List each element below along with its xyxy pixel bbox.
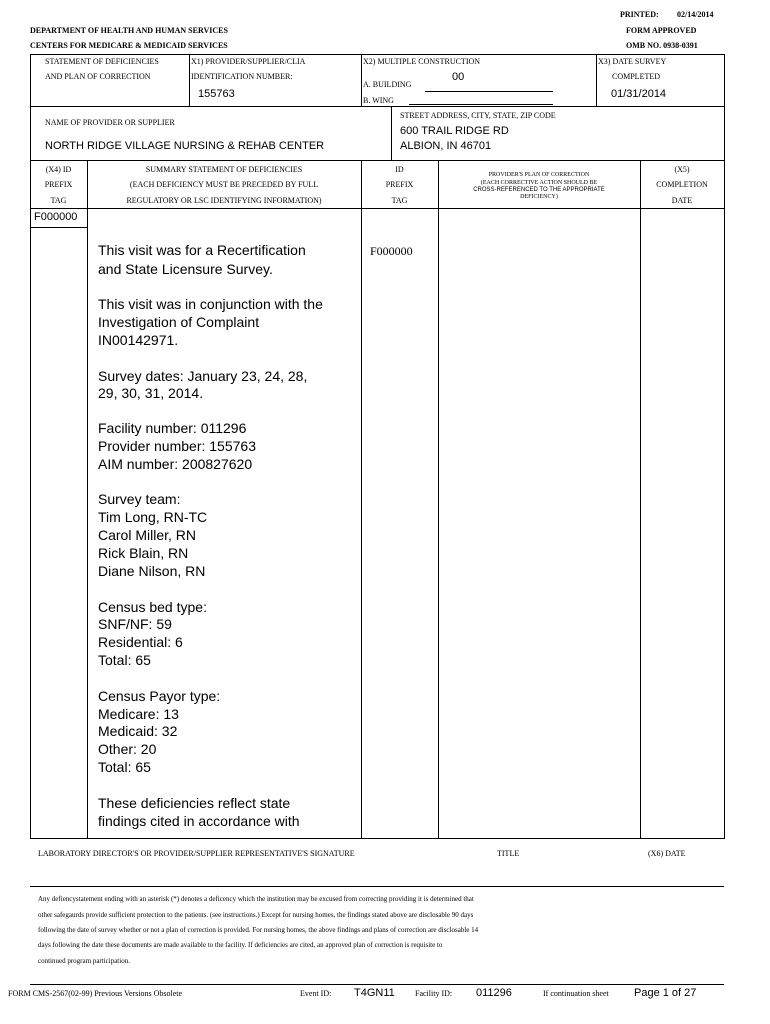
summary-line: Diane Nilson, RN xyxy=(98,563,206,579)
summary-line: SNF/NF: 59 xyxy=(98,616,172,632)
omb-number: OMB NO. 0938-0391 xyxy=(626,41,698,50)
x3-label-1: X3) DATE SURVEY xyxy=(598,57,667,66)
x5-header-1: (X5) xyxy=(674,165,690,174)
survey-completed-date: 01/31/2014 xyxy=(611,88,667,100)
x4-header-3: TAG xyxy=(50,196,67,205)
summary-header-1: SUMMARY STATEMENT OF DEFICIENCIES xyxy=(145,165,303,174)
right-prefix-tag: F000000 xyxy=(370,244,413,258)
table-divider-4 xyxy=(640,160,641,839)
plan-header-4: DEFICIENCY) xyxy=(520,194,558,200)
top-box-top-border xyxy=(30,54,724,55)
summary-line: Medicaid: 32 xyxy=(98,723,178,739)
provider-box-right-border xyxy=(724,106,725,161)
summary-line: Survey dates: January 23, 24, 28, xyxy=(98,368,308,384)
multiple-construction-value: 00 xyxy=(452,71,465,83)
summary-line: Carol Miller, RN xyxy=(98,527,197,543)
address-line-1: 600 TRAIL RIDGE RD xyxy=(400,125,509,137)
summary-line: Provider number: 155763 xyxy=(98,438,256,454)
disclaimer-line: other safegaurds provide sufficient protection to the patients. (see instructions.) Except for nursing homes, the findings stated above are disclosable 90 days xyxy=(38,911,474,919)
address-label: STREET ADDRESS, CITY, STATE, ZIP CODE xyxy=(400,111,556,120)
summary-line: Rick Blain, RN xyxy=(98,545,189,561)
summary-line: findings cited in accordance with xyxy=(98,813,300,829)
top-box-divider-2 xyxy=(361,54,362,107)
provider-name-label: NAME OF PROVIDER OR SUPPLIER xyxy=(45,118,175,127)
summary-line: Total: 65 xyxy=(98,652,151,668)
summary-line: and State Licensure Survey. xyxy=(98,261,273,277)
summary-line: Medicare: 13 xyxy=(98,706,179,722)
statement-label-1: STATEMENT OF DEFICIENCIES xyxy=(45,57,159,66)
provider-id-value: 155763 xyxy=(198,88,235,100)
id-header-2: PREFIX xyxy=(385,180,414,189)
form-number: FORM CMS-2567(02-99) Previous Versions Obsolete xyxy=(8,989,183,998)
provider-box-bottom-border xyxy=(30,160,724,161)
x6-date-label: (X6) DATE xyxy=(648,849,686,858)
summary-line: These deficiencies reflect state xyxy=(98,795,291,811)
summary-line: This visit was for a Recertification xyxy=(98,242,306,258)
summary-line: Census bed type: xyxy=(98,599,207,615)
provider-name-value: NORTH RIDGE VILLAGE NURSING & REHAB CENTER xyxy=(45,140,325,152)
x1-label-1: X1) PROVIDER/SUPPLIER/CLIA xyxy=(191,57,306,66)
top-box-divider-1 xyxy=(189,54,190,107)
disclaimer-line: Any defiencystatement ending with an asterisk (*) denotes a deficency which the institution may be excused from correcting providing it is determined that xyxy=(38,895,474,903)
disclaimer-line: continued program participation. xyxy=(38,957,130,965)
summary-line: Total: 65 xyxy=(98,759,151,775)
department-name: DEPARTMENT OF HEALTH AND HUMAN SERVICES xyxy=(30,26,228,35)
disclaimer-line: following the date of survey whether or not a plan of correction is provided. For nursing homes, the above findings and plans of correction are disclosable 14 xyxy=(38,926,479,934)
top-box-bottom-border xyxy=(30,106,724,107)
form-approved: FORM APPROVED xyxy=(626,26,697,35)
address-line-2: ALBION, IN 46701 xyxy=(400,140,492,152)
continuation-label: If continuation sheet xyxy=(543,989,609,998)
x5-header-3: DATE xyxy=(671,196,693,205)
facility-id-label: Facility ID: xyxy=(415,989,453,998)
disclaimer-line: days following the date these documents are made available to the facility. If deficiencies are cited, an approved plan of correction is requisite to xyxy=(38,941,443,949)
agency-name: CENTERS FOR MEDICARE & MEDICAID SERVICES xyxy=(30,41,228,50)
summary-line: Investigation of Complaint xyxy=(98,314,260,330)
id-header-1: ID xyxy=(395,165,404,174)
id-header-3: TAG xyxy=(391,196,408,205)
footer-top-border xyxy=(30,984,724,985)
table-right-border xyxy=(724,160,725,839)
x3-label-2: COMPLETED xyxy=(612,72,660,81)
x2-label: X2) MULTIPLE CONSTRUCTION xyxy=(363,57,481,66)
table-divider-2 xyxy=(361,160,362,839)
prefix-tag-underline xyxy=(30,227,88,228)
table-divider-3 xyxy=(438,160,439,839)
x4-header-2: PREFIX xyxy=(44,180,73,189)
header-row-bottom-border xyxy=(30,208,724,209)
wing-line xyxy=(409,104,553,105)
x4-header-1: (X4) ID xyxy=(45,165,72,174)
event-id-label: Event ID: xyxy=(300,989,332,998)
building-line xyxy=(425,91,553,92)
summary-line: Census Payor type: xyxy=(98,688,221,704)
plan-header-2: (EACH CORRECTIVE ACTION SHOULD BE xyxy=(480,180,598,186)
page-number: Page 1 of 27 xyxy=(634,987,697,999)
signature-label: LABORATORY DIRECTOR'S OR PROVIDER/SUPPLIER REPRESENTATIVE'S SIGNATURE xyxy=(38,849,355,858)
summary-line: Facility number: 011296 xyxy=(98,420,247,436)
table-left-border xyxy=(30,160,31,839)
summary-line: This visit was in conjunction with the xyxy=(98,296,323,312)
plan-header-1: PROVIDER'S PLAN OF CORRECTION xyxy=(488,172,590,178)
summary-line: Survey team: xyxy=(98,491,181,507)
summary-line: 29, 30, 31, 2014. xyxy=(98,385,204,401)
x1-label-2: IDENTIFICATION NUMBER: xyxy=(191,72,293,81)
summary-line: Residential: 6 xyxy=(98,634,183,650)
summary-line: AIM number: 200827620 xyxy=(98,456,253,472)
printed-date: 02/14/2014 xyxy=(677,10,714,19)
title-label: TITLE xyxy=(497,849,520,858)
summary-header-3: REGULATORY OR LSC IDENTIFYING INFORMATION) xyxy=(126,196,322,205)
provider-box-left-border xyxy=(30,106,31,161)
summary-line: Other: 20 xyxy=(98,741,157,757)
summary-header-2: (EACH DEFICIENCY MUST BE PRECEDED BY FULL xyxy=(129,180,319,189)
top-box-divider-3 xyxy=(596,54,597,107)
event-id-value: T4GN11 xyxy=(354,987,395,999)
printed-label: PRINTED: xyxy=(620,10,659,19)
plan-header-3: CROSS-REFERENCED TO THE APPROPRIATE xyxy=(473,187,605,193)
table-bottom-border xyxy=(30,838,724,839)
signature-row-bottom-border xyxy=(30,886,724,887)
top-box-left-border xyxy=(30,54,31,107)
x5-header-2: COMPLETION xyxy=(656,180,708,189)
summary-line: Tim Long, RN-TC xyxy=(98,509,208,525)
statement-label-2: AND PLAN OF CORRECTION xyxy=(45,72,151,81)
left-prefix-tag: F000000 xyxy=(34,211,78,223)
facility-id-value: 011296 xyxy=(476,987,512,999)
table-divider-1 xyxy=(87,160,88,839)
top-box-right-border xyxy=(724,54,725,107)
provider-box-divider xyxy=(391,106,392,161)
summary-line: IN00142971. xyxy=(98,332,179,348)
building-label: A. BUILDING xyxy=(363,80,412,89)
wing-label: B. WING xyxy=(363,96,394,105)
